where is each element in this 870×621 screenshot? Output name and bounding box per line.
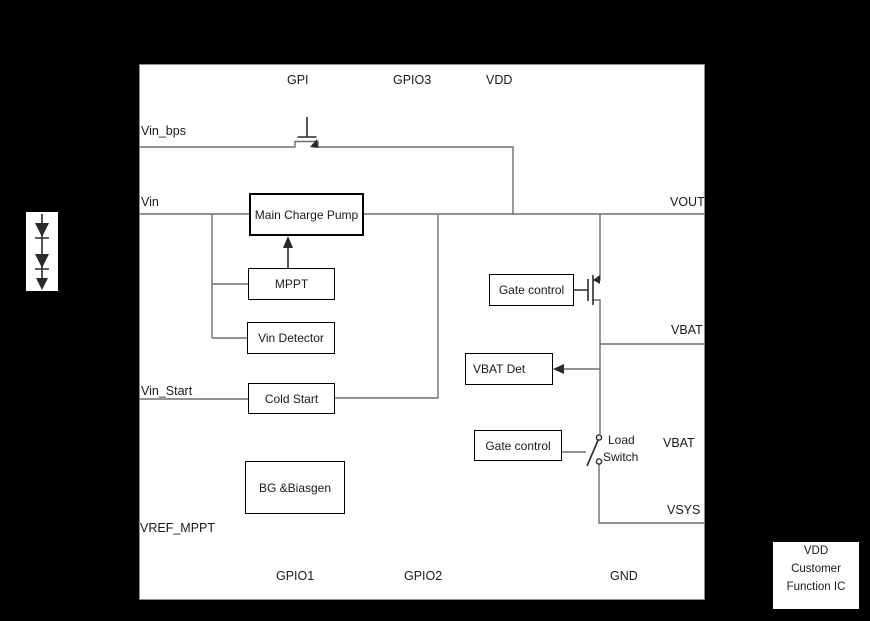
block-cold-start: Cold Start xyxy=(248,383,335,414)
pin-gpio1: GPIO1 xyxy=(276,569,315,583)
pin-gnd: GND xyxy=(610,569,638,583)
block-main-charge-pump: Main Charge Pump xyxy=(249,193,364,236)
input-source-box xyxy=(26,212,58,291)
pin-vin-bps: Vin_bps xyxy=(141,124,186,138)
block-mppt: MPPT xyxy=(248,268,335,300)
pin-gpi: GPI xyxy=(287,73,309,87)
load-switch-label-1: Load xyxy=(608,433,635,447)
ic-boundary xyxy=(139,64,705,600)
pin-vin-start: Vin_Start xyxy=(141,384,193,398)
pin-gpio2: GPIO2 xyxy=(404,569,443,583)
pin-vsys: VSYS xyxy=(667,503,701,517)
block-bg-biasgen: BG &Biasgen xyxy=(245,461,345,514)
pin-vdd: VDD xyxy=(486,73,513,87)
block-vin-detector: Vin Detector xyxy=(247,322,335,354)
pin-vref-mppt: VREF_MPPT xyxy=(140,521,216,535)
customer-function-ic-box xyxy=(773,542,859,609)
pin-vbat-switch: VBAT xyxy=(663,436,695,450)
block-gate-control-top: Gate control xyxy=(489,274,574,306)
pin-vin: Vin xyxy=(141,195,159,209)
block-gate-control-bottom: Gate control xyxy=(474,430,562,461)
block-vbat-det: VBAT Det xyxy=(465,353,553,385)
pin-gpio3: GPIO3 xyxy=(393,73,432,87)
customer-ic-line3: Function IC xyxy=(786,580,846,593)
pin-vout: VOUT xyxy=(670,195,705,209)
customer-ic-vdd: VDD xyxy=(803,545,829,557)
customer-ic-line2: Customer xyxy=(791,562,841,575)
load-switch-label-2: Switch xyxy=(603,450,639,464)
pin-vbat: VBAT xyxy=(671,323,703,337)
